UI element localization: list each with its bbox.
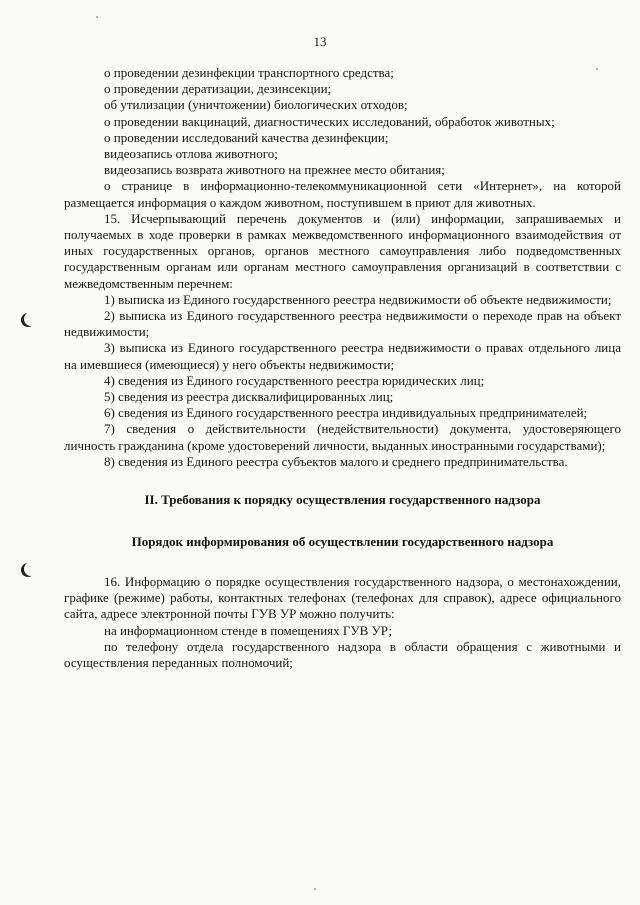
paragraph: на информационном стенде в помещениях ГУВ УР; (104, 622, 393, 638)
list-item: 1) выписка из Единого государственного реестра недвижимости об объекте недвижимости; (104, 291, 612, 307)
list-item: 5) сведения из реестра дисквалифицированных лиц; (104, 389, 394, 405)
margin-punch-mark (24, 562, 38, 576)
paragraph: 15. Исчерпывающий перечень документов и (или) информации, запрашиваемых и получаемых в ходе проверки в рамках межведомственного информационного взаимодействия от иных государственных органов, органов местного самоуправления либо подведомственных государственным органам или органам местного самоуправления организаций в соответствии с межведомственным перечнем: (64, 210, 621, 291)
section-heading: II. Требования к порядку осуществления государственного надзора (144, 492, 541, 508)
paragraph: о проведении исследований качества дезинфекции; (104, 129, 389, 145)
paragraph: видеозапись возврата животного на прежнее место обитания; (104, 162, 445, 178)
list-item: 4) сведения из Единого государственного реестра юридических лиц; (104, 372, 485, 388)
paragraph: об утилизации (уничтожении) биологических отходов; (104, 97, 408, 113)
subsection-heading: Порядок информирования об осуществлении государственного надзора (131, 534, 554, 550)
paragraph: о проведении вакцинаций, диагностических исследований, обработок животных; (104, 113, 555, 129)
paragraph: по телефону отдела государственного надзора в области обращения с животными и осуществления переданных полномочий; (64, 638, 621, 671)
paragraph: о странице в информационно-телекоммуникационной сети «Интернет», на которой размещается информация о каждом животном, поступившем в приют для животных. (64, 178, 621, 210)
scan-speck (314, 888, 316, 890)
paragraph: 16. Информацию о порядке осуществления государственного надзора, о местонахождении, графике (режиме) работы, контактных телефонах (телефонах для справок), адресе официального сайта, адресе электронной почты ГУВ УР можно получить: (64, 574, 621, 622)
paragraph: о проведении дезинфекции транспортного средства; (104, 65, 394, 80)
list-item: 2) выписка из Единого государственного реестра недвижимости о переходе прав на объект недвижимости; (64, 308, 621, 340)
list-item: 8) сведения из Единого реестра субъектов малого и среднего предпринимательства. (104, 453, 568, 469)
list-item: 6) сведения из Единого государственного реестра индивидуальных предпринимателей; (104, 405, 588, 421)
list-item: 7) сведения о действительности (недействительности) документа, удостоверяющего личность гражданина (кроме удостоверений личности, выданных иностранными государствами); (64, 421, 621, 453)
page-number: 13 (313, 34, 327, 49)
scan-speck (96, 16, 98, 18)
document-body (64, 65, 621, 671)
paragraph: о проведении дератизации, дезинсекции; (104, 81, 332, 97)
paragraph: видеозапись отлова животного; (104, 146, 278, 162)
margin-punch-mark (24, 312, 38, 326)
list-item: 3) выписка из Единого государственного реестра недвижимости о правах отдельного лица на имевшиеся (имеющиеся) у него объекты недвижимости; (64, 340, 621, 372)
